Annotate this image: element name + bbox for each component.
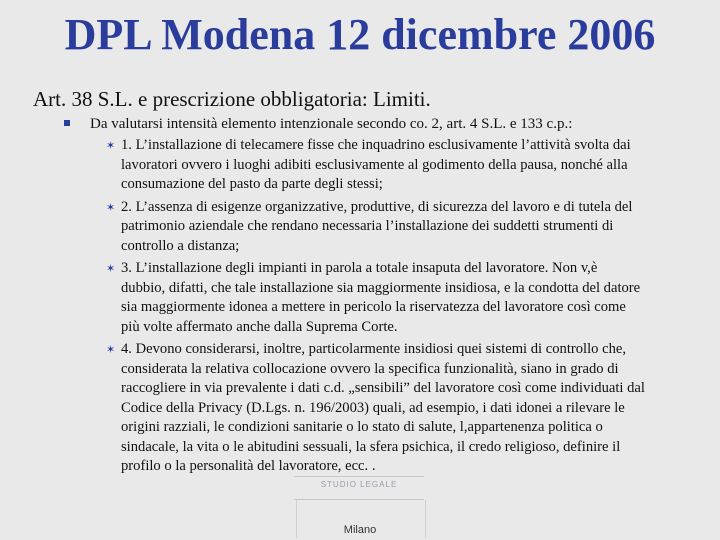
sub-bullet-line: sindacale, la vita o le abitudini sessuali, la sfera psichica, il credo religioso, definire il (121, 438, 621, 455)
sub-bullet-line: controllo a distanza; (121, 237, 240, 254)
sub-bullet-line: profilo o la personalità del lavoratore, ecc. . (121, 458, 376, 474)
star-bullet-icon: ✶ (106, 262, 116, 275)
sub-bullet-line: più volte affermato anche dalla Suprema Corte. (121, 318, 398, 335)
logo (294, 476, 424, 500)
sub-bullet-item (106, 136, 706, 195)
slide-title: DPL Modena 12 dicembre 2006 (64, 10, 656, 59)
sub-bullet-line: sia maggiormente idonea a mettere in pericolo la riservatezza del lavoratore così come (121, 299, 626, 315)
star-bullet-icon: ✶ (106, 343, 116, 356)
sub-bullet-line: consumazione del pasto da parte degli stessi; (121, 176, 383, 192)
sub-bullet-line: 3. L’installazione degli impianti in parola a totale insaputa del lavoratore. Non v,è (121, 260, 598, 276)
sub-bullet-line: raccogliere in via prevalente i dati c.d. „sensibili” del lavoratore così come individuati dal (121, 380, 645, 396)
sub-bullet-line: lavoratori ovvero i luoghi adibiti esclusivamente al godimento della pausa, nonché alla (121, 156, 628, 173)
sub-bullet-line: considerata la relativa collocazione ovvero la specifica funzionalità, siano in grado di (121, 360, 619, 377)
sub-bullet-list (106, 136, 706, 480)
sub-bullet-line: 2. L’assenza di esigenze organizzative, produttive, di sicurezza del lavoro e di tutela del (121, 198, 633, 215)
footer-city: Milano (343, 524, 377, 536)
sub-bullet-line: patrimonio aziendale che rendano necessaria l’installazione dei suddetti strumenti di (121, 218, 614, 234)
sub-bullet-line: 4. Devono considerarsi, inoltre, particolarmente insidiosi quei sistemi di controllo che, (121, 341, 626, 357)
star-bullet-icon: ✶ (106, 139, 116, 152)
sub-bullet-line: origini razziali, le condizioni sanitarie o lo stato di salute, l,appartenenza politica o (121, 419, 603, 435)
slide-subtitle: Art. 38 S.L. e prescrizione obbligatoria: Limiti. (33, 87, 431, 111)
sub-bullet-item (106, 198, 706, 257)
sub-bullet-line: Codice della Privacy (D.Lgs. n. 196/2003) quali, ad esempio, i dati idonei a rilevare le (121, 399, 625, 416)
star-bullet-icon: ✶ (106, 200, 116, 214)
sub-bullet-line: dubbio, difatti, che tale installazione sia maggiormente insidiosa, e la condotta del datore (121, 279, 641, 296)
main-bullet-text: Da valutarsi intensità elemento intenzionale secondo co. 2, art. 4 S.L. e 133 c.p.: (90, 116, 573, 132)
square-bullet-icon (64, 120, 70, 126)
logo-text: STUDIO LEGALE (320, 480, 398, 489)
sub-bullet-item (106, 340, 706, 477)
sub-bullet-item (106, 259, 706, 337)
sub-bullet-line: 1. L’installazione di telecamere fisse che inquadrino esclusivamente l’attività svolta dai (121, 137, 631, 153)
